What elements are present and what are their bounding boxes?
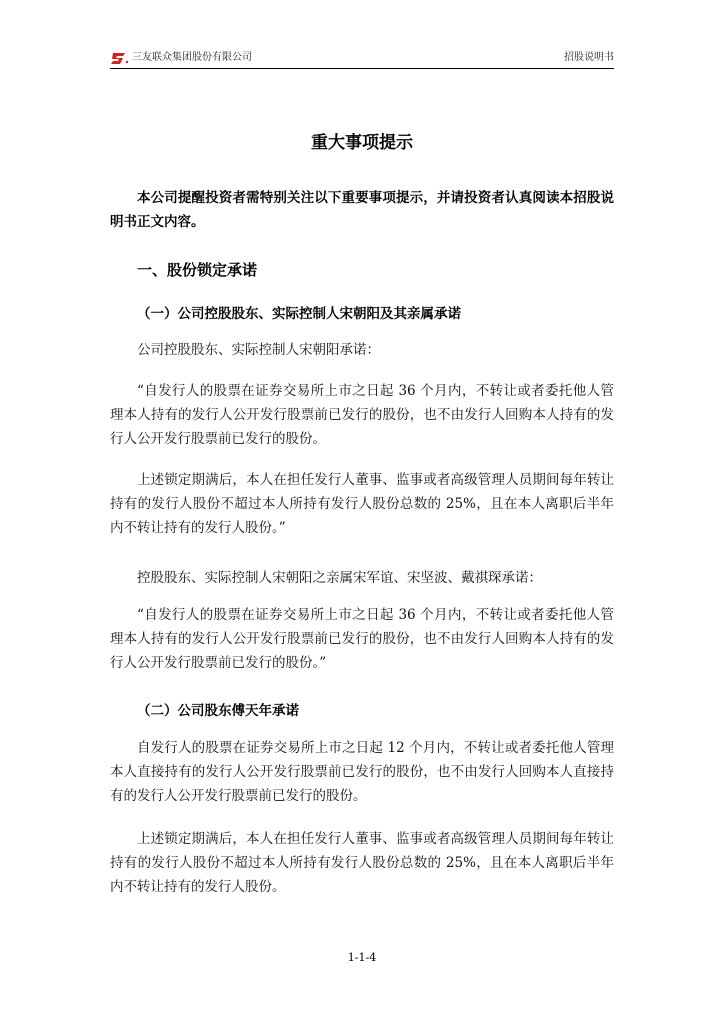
body-paragraph: 公司控股股东、实际控制人宋朝阳承诺：: [137, 342, 380, 358]
header-document-type: 招股说明书: [564, 52, 614, 63]
subsection-heading: （一）公司控股股东、实际控制人宋朝阳及其亲属承诺: [137, 306, 461, 322]
body-paragraph: 上述锁定期满后，本人在担任发行人董事、监事或者高级管理人员期间每年转让持有的发行人股份不超过本人所持有发行人股份总数的 25%，且在本人离职后半年内不转让持有的发行人股份。”: [110, 472, 614, 536]
subsection-heading: （二）公司股东傅天年承诺: [137, 703, 299, 719]
header-company-name: 三友联众集团股份有限公司: [132, 52, 252, 63]
body-paragraph: 自发行人的股票在证券交易所上市之日起 12 个月内，不转让或者委托他人管理本人直接持有的发行人公开发行股票前已发行的股份，也不由发行人回购本人直接持有的发行人公开发行股票前已发行的股份。: [110, 740, 614, 804]
body-paragraph: 上述锁定期满后，本人在担任发行人董事、监事或者高级管理人员期间每年转让持有的发行人股份不超过本人所持有发行人股份总数的 25%，且在本人离职后半年内不转让持有的发行人股份。: [110, 831, 614, 895]
page-header: [110, 50, 614, 69]
page-number: 1-1-4: [347, 951, 377, 964]
body-paragraph: “自发行人的股票在证券交易所上市之日起 36 个月内，不转让或者委托他人管理本人持有的发行人公开发行股票前已发行的股份，也不由发行人回购本人持有的发行人公开发行股票前已发行的股份。”: [110, 607, 614, 671]
body-paragraph: 控股股东、实际控制人宋朝阳之亲属宋军谊、宋坚波、戴祺琛承诺：: [137, 570, 542, 586]
intro-paragraph: 本公司提醒投资者需特别关注以下重要事项提示，并请投资者认真阅读本招股说明书正文内容。: [110, 190, 614, 230]
section-heading: 一、股份锁定承诺: [137, 261, 258, 279]
body-paragraph: “自发行人的股票在证券交易所上市之日起 36 个月内，不转让或者委托他人管理本人持有的发行人公开发行股票前已发行的股份，也不由发行人回购本人持有的发行人公开发行股票前已发行的股份。: [110, 383, 614, 447]
company-logo-icon: [110, 51, 130, 65]
page-title: 重大事项提示: [311, 133, 413, 153]
